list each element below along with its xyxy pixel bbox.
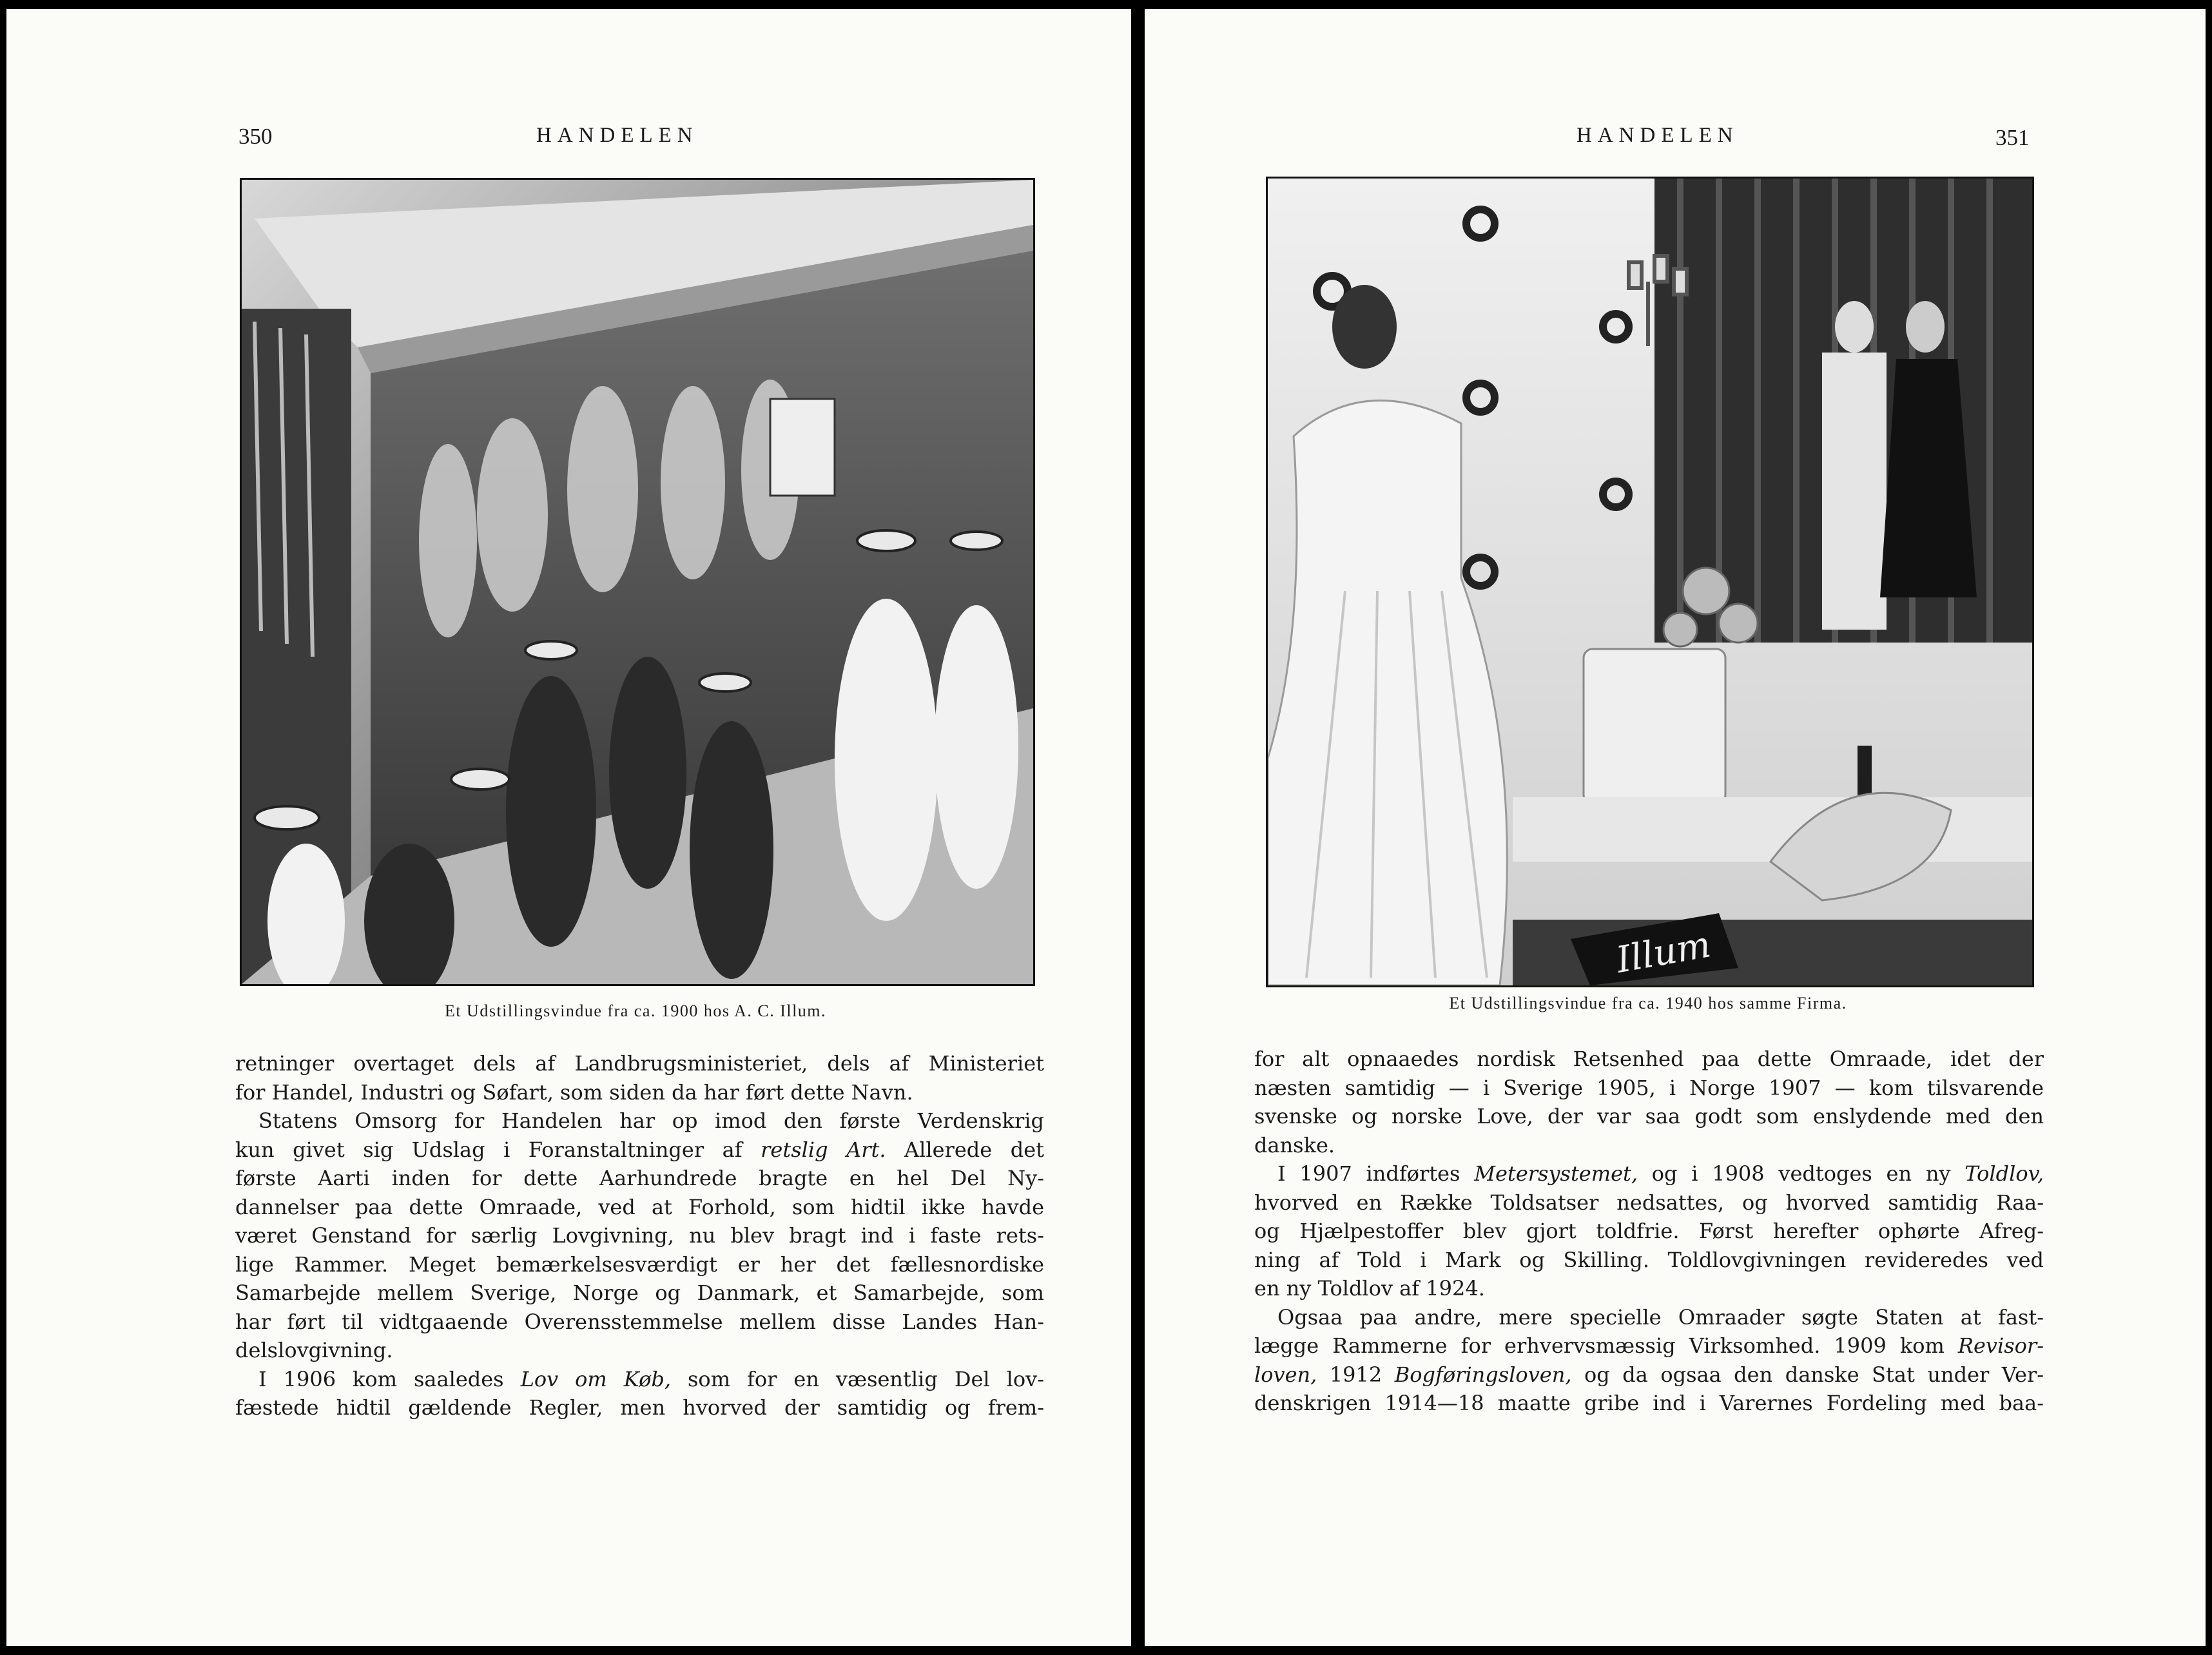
photo-shop-window-1900-image — [242, 180, 1033, 984]
text-segment: og i 1908 vedtoges en ny — [1651, 1161, 1951, 1186]
text-line: denskrigen 1914—18 maatte gribe ind i Varernes Fordeling med baa- — [1254, 1391, 2044, 1415]
text-line: for alt opnaaedes nordisk Retsenhed paa dette Omraade, idet der — [1254, 1047, 2044, 1071]
text-line: ning af Told i Mark og Skilling. Toldlovgivningen revideredes ved — [1254, 1247, 2044, 1272]
text-line — [235, 1136, 1044, 1165]
photo-shop-window-1900 — [240, 178, 1035, 986]
text-segment: som for en væsentlig Del lov- — [688, 1366, 1044, 1391]
text-segment: Statens Omsorg for Handelen har op imod den første Verdenskrig — [258, 1108, 1044, 1133]
text-italic: Revisor- — [1957, 1333, 2044, 1358]
text-line — [235, 1107, 1044, 1136]
text-line — [235, 1365, 1044, 1394]
text-italic: Metersystemet, — [1474, 1161, 1638, 1186]
page-number-left: 350 — [238, 124, 273, 149]
text-line: første Aarti inden for dette Aarhundrede bragte en hel Del Ny- — [235, 1166, 1044, 1190]
text-segment: kun givet sig Udslag i Foranstaltninger af — [235, 1137, 742, 1162]
text-segment: I 1907 indførtes — [1277, 1161, 1460, 1186]
text-line — [1254, 1360, 2044, 1389]
running-head-right: HANDELEN — [1577, 124, 1739, 147]
text-line: delslovgivning. — [235, 1338, 393, 1362]
text-line: retninger overtaget dels af Landbrugsministeriet, dels af Ministeriet — [235, 1051, 1044, 1076]
text-line: lige Rammer. Meget bemærkelsesværdigt er her det fællesnordiske — [235, 1252, 1044, 1277]
body-text-left — [235, 1049, 1044, 1422]
photo-shop-window-1940 — [1266, 177, 2034, 987]
page-number-right: 351 — [1995, 125, 2030, 150]
body-text-right — [1254, 1045, 2044, 1418]
text-italic: loven, — [1254, 1362, 1317, 1387]
text-segment: 1912 — [1329, 1362, 1382, 1387]
text-line: næsten samtidig — i Sverige 1905, i Norge 1907 — kom tilsvarende — [1254, 1075, 2044, 1100]
text-line: for Handel, Industri og Søfart, som siden da har ført dette Navn. — [235, 1079, 913, 1105]
running-head-left: HANDELEN — [536, 124, 699, 147]
illum-sign-text: Illum — [1613, 924, 1714, 982]
text-line: og Hjælpestoffer blev gjort toldfrie. Først herefter ophørte Afreg- — [1254, 1219, 2044, 1243]
text-line: dannelser paa dette Omraade, ved at Forhold, som hidtil ikke havde — [235, 1194, 1044, 1219]
text-line — [1254, 1331, 2044, 1360]
text-segment: Allerede det — [904, 1137, 1044, 1162]
text-line: har ført til vidtgaaende Overensstemmelse mellem disse Landes Han- — [235, 1309, 1044, 1334]
text-italic: Lov om Køb, — [520, 1366, 672, 1391]
text-italic: retslig Art. — [761, 1137, 886, 1162]
text-segment: og da ogsaa den danske Stat under Ver- — [1584, 1362, 2044, 1387]
text-line: fæstede hidtil gældende Regler, men hvorved der samtidig og frem- — [235, 1395, 1044, 1420]
text-italic: Toldlov, — [1965, 1161, 2044, 1186]
photo-shop-window-1940-image — [1268, 179, 2032, 985]
text-line: danske. — [1254, 1132, 1335, 1157]
text-line: hvorved en Række Toldsatser nedsattes, og hvorved samtidig Raa- — [1254, 1190, 2044, 1215]
caption-left: Et Udstillingsvindue fra ca. 1900 hos A. C. Illum. — [444, 1002, 827, 1020]
text-line: svenske og norske Love, der var saa godt som enslydende med den — [1254, 1104, 2044, 1128]
text-italic: Bogføringsloven, — [1394, 1362, 1572, 1387]
text-segment: lægge Rammerne for erhvervsmæssig Virksomhed. 1909 kom — [1254, 1333, 1945, 1358]
text-line: en ny Toldlov af 1924. — [1254, 1276, 1485, 1301]
text-line: Ogsaa paa andre, mere specielle Omraader søgte Staten at fast- — [1277, 1304, 2044, 1330]
text-line: Samarbejde mellem Sverige, Norge og Danmark, et Samarbejde, som — [235, 1281, 1044, 1305]
caption-right: Et Udstillingsvindue fra ca. 1940 hos samme Firma. — [1449, 994, 1847, 1012]
text-line — [1254, 1159, 2044, 1188]
right-page — [1145, 9, 2206, 1646]
text-segment: I 1906 kom saaledes — [258, 1366, 504, 1391]
left-page — [6, 9, 1131, 1646]
text-line: været Genstand for særlig Lovgivning, nu blev bragt ind i faste rets- — [235, 1223, 1044, 1248]
